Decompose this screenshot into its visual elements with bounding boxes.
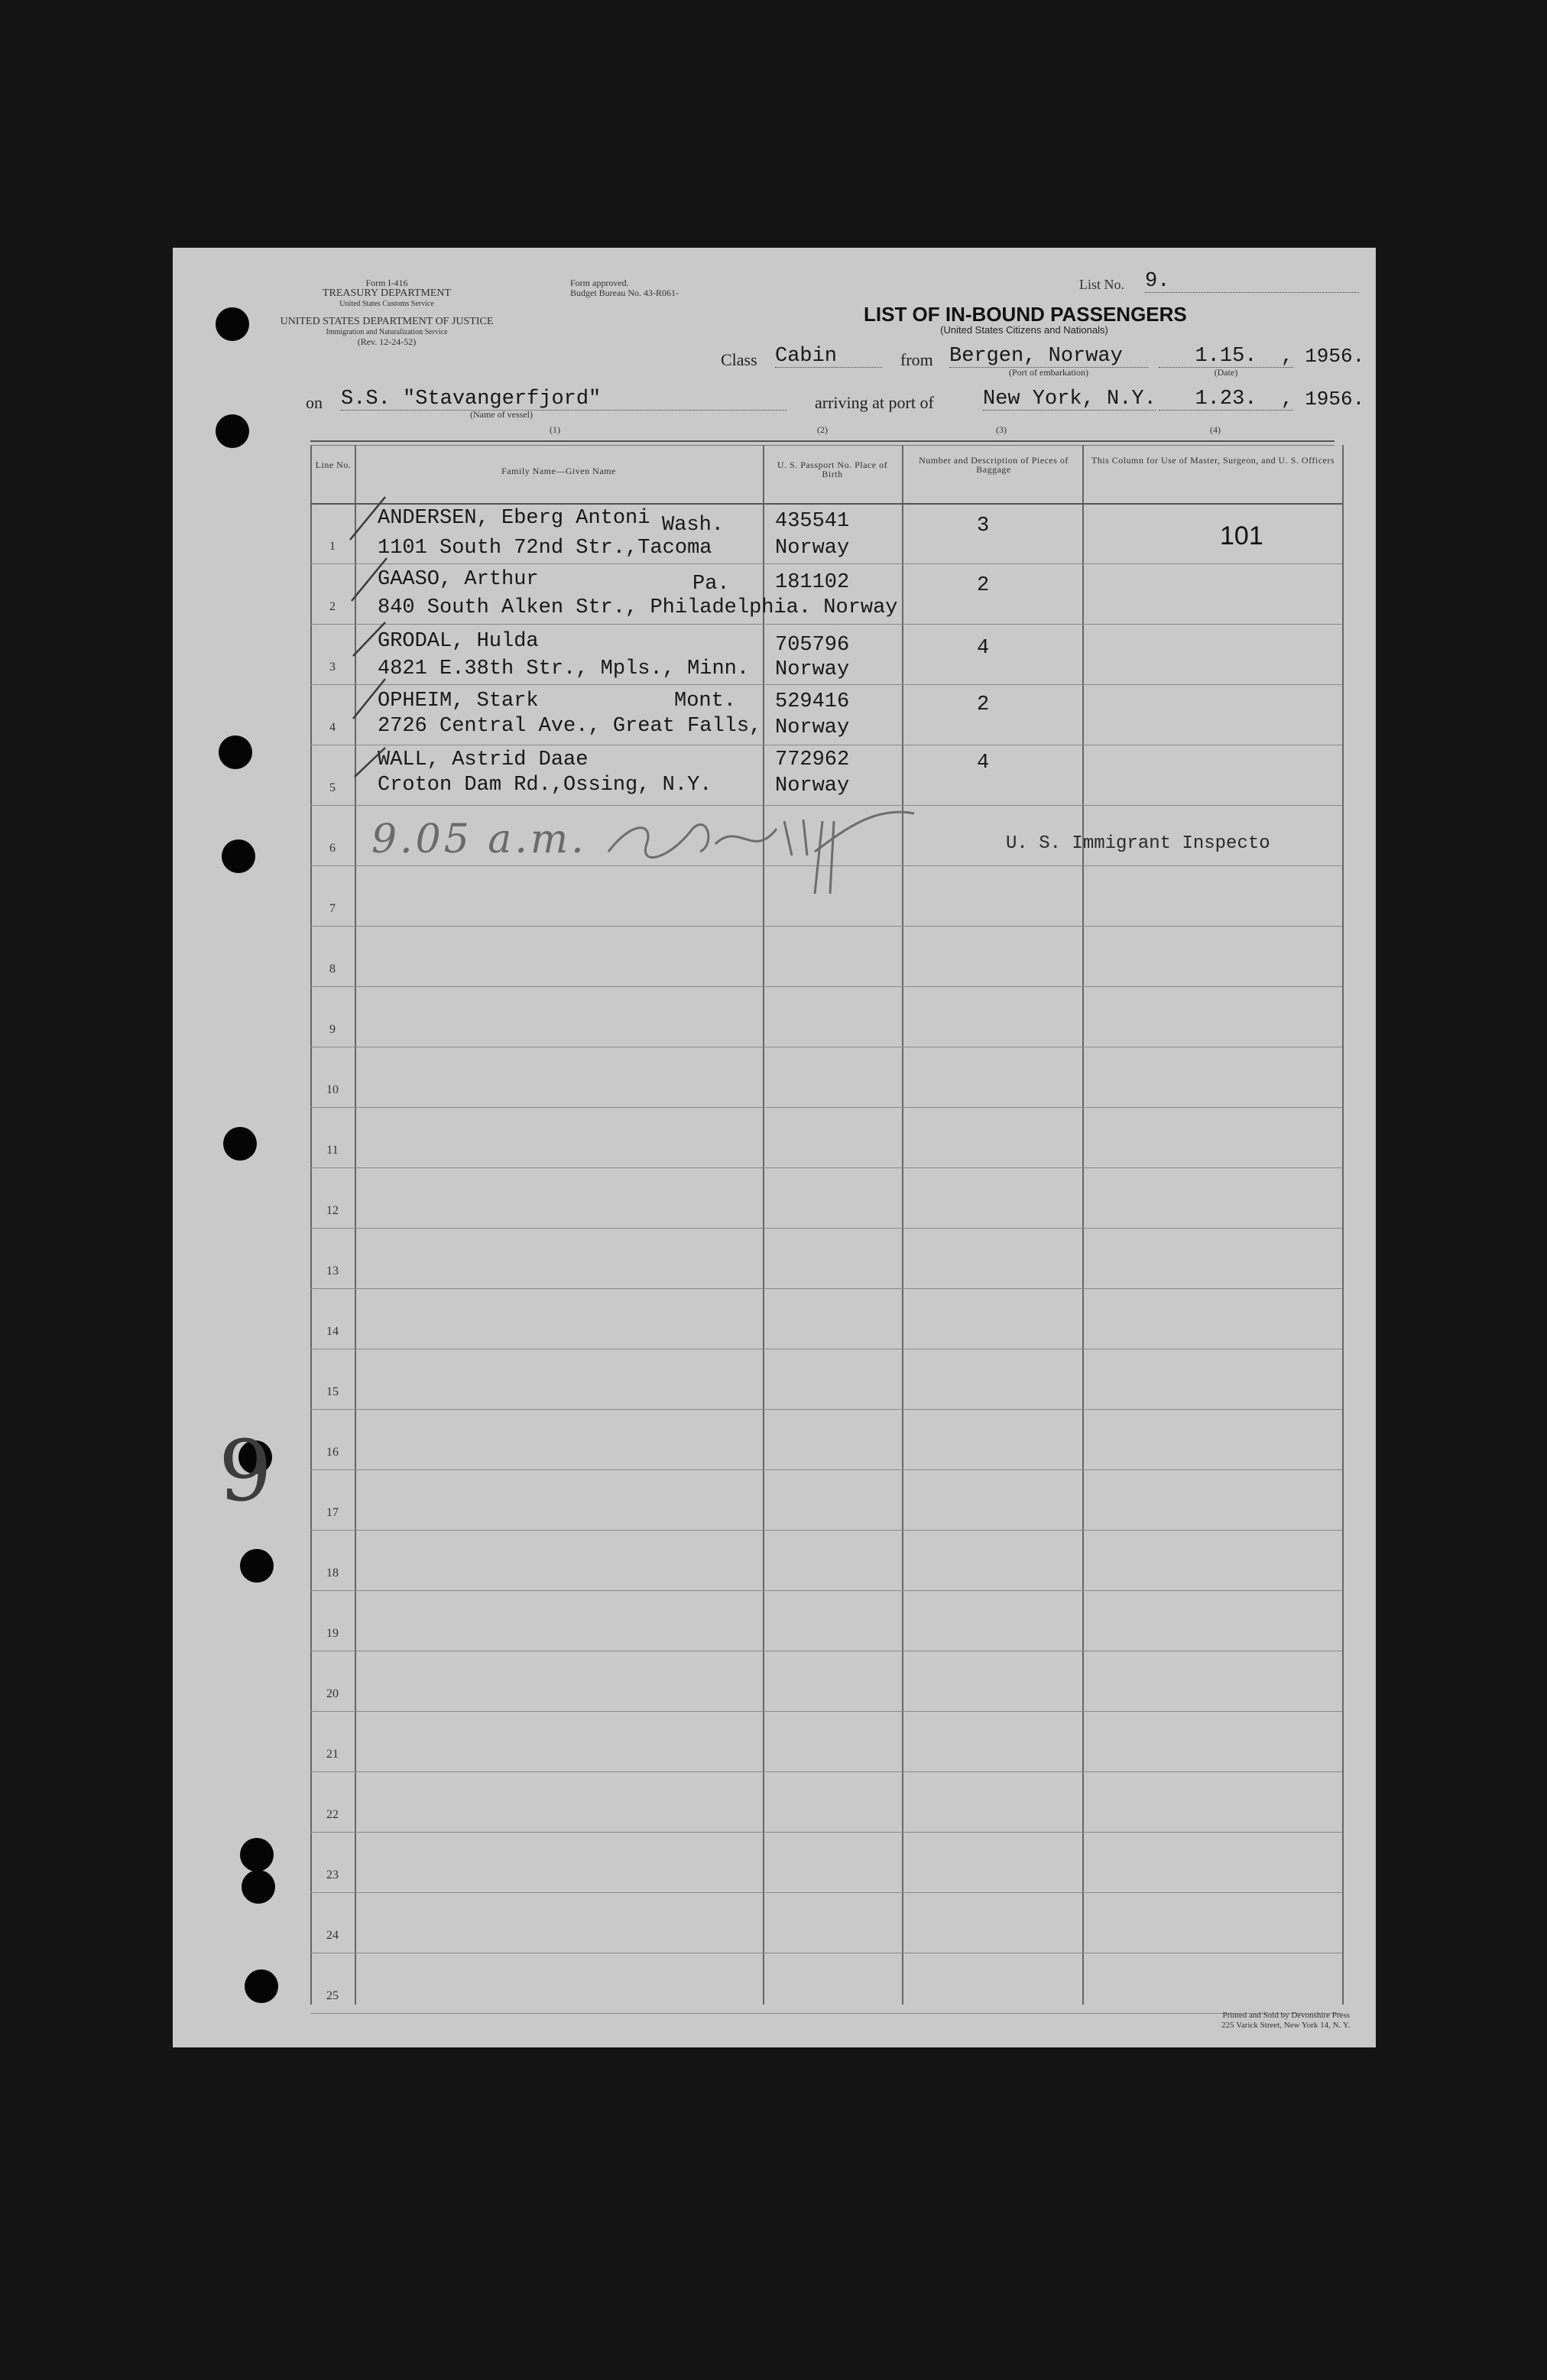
inspector-signature [601, 798, 922, 898]
treasury-department: TREASURY DEPARTMENT [322, 287, 452, 299]
line-number: 19 [326, 1627, 339, 1640]
passenger-address: 4821 E.38th Str., Mpls., Minn. [378, 658, 750, 680]
birth-place: Norway [775, 716, 850, 739]
port-caption: (Port of embarkation) [1009, 367, 1088, 378]
passenger-address: 840 South Alken Str., Philadelphia. Norway [378, 596, 898, 619]
passport-number: 529416 [775, 690, 850, 713]
binder-hole [242, 1870, 275, 1904]
table-top-rule-inner [310, 445, 1335, 446]
name-col-divider [763, 445, 764, 2005]
binder-hole [240, 1838, 274, 1872]
birth-place: Norway [775, 774, 850, 797]
line-number: 8 [329, 963, 336, 976]
binder-hole [216, 414, 249, 448]
passenger-state: Wash. [662, 514, 725, 537]
birth-place: Norway [775, 537, 850, 560]
binder-hole [219, 735, 252, 769]
embarkation-port: Bergen, Norway [949, 346, 1148, 368]
col-num-1: (1) [550, 424, 560, 435]
row-rule [310, 926, 1342, 927]
header-line-no: Line No. [315, 459, 352, 470]
arrival-port: New York, N.Y. [983, 388, 1156, 411]
passenger-name: WALL, Astrid Daae [378, 748, 589, 771]
line-number: 17 [326, 1506, 339, 1519]
officer-note: 101 [1220, 521, 1263, 550]
list-number-label: List No. [1079, 277, 1125, 292]
binder-hole [222, 839, 255, 873]
passport-col-divider [902, 445, 903, 2005]
table-right-border [1342, 445, 1344, 2005]
row-rule [310, 1469, 1342, 1470]
row-rule [310, 1107, 1342, 1108]
passport-number: 435541 [775, 510, 850, 533]
passenger-name: OPHEIM, Stark [378, 690, 539, 713]
table-left-border [310, 445, 312, 2005]
margin-mark: 9 [219, 1422, 272, 1520]
row-rule [310, 1771, 1342, 1772]
row-rule [310, 624, 1342, 625]
line-number: 2 [329, 600, 336, 613]
row-rule [310, 1167, 1342, 1168]
printer-credit-1: Printed and Sold by Devonshire Press [1222, 2011, 1350, 2020]
header-name: Family Name—Given Name [501, 466, 616, 476]
col-num-2: (2) [817, 424, 828, 435]
arrival-year: , 1956. [1281, 388, 1365, 411]
row-rule [310, 1409, 1342, 1410]
table-top-rule [310, 440, 1335, 442]
passenger-address: 1101 South 72nd Str.,Tacoma [378, 537, 712, 560]
line-number: 13 [326, 1265, 339, 1278]
header-passport: U. S. Passport No. Place of Birth [777, 459, 888, 479]
col-num-3: (3) [996, 424, 1007, 435]
line-number: 22 [326, 1808, 339, 1821]
line-number: 25 [326, 1989, 339, 2002]
budget-bureau: Budget Bureau No. 43-R061- [570, 287, 679, 298]
handwritten-time: 9.05 a.m. [371, 817, 587, 862]
embarkation-date: 1.15. [1159, 346, 1293, 368]
check-marks [341, 492, 402, 813]
line-number: 21 [326, 1748, 339, 1761]
baggage-count: 3 [977, 515, 990, 537]
line-number: 18 [326, 1567, 339, 1580]
passport-number: 772962 [775, 748, 850, 771]
col-num-4: (4) [1210, 424, 1221, 435]
row-rule [310, 1590, 1342, 1591]
form-subtitle: (United States Citizens and Nationals) [940, 324, 1108, 336]
class-value: Cabin [775, 346, 882, 368]
vessel-name: S.S. "Stavangerfjord" [341, 388, 787, 411]
passenger-state: Pa. [692, 573, 730, 596]
line-number: 11 [326, 1144, 339, 1157]
passenger-address: 2726 Central Ave., Great Falls, [378, 715, 762, 738]
line-number: 15 [326, 1385, 339, 1398]
revision-date: (Rev. 12-24-52) [357, 336, 417, 347]
passenger-name: GRODAL, Hulda [378, 630, 539, 653]
line-number: 4 [329, 721, 336, 734]
printer-credit-2: 225 Varick Street, New York 14, N. Y. [1221, 2021, 1350, 2030]
row-rule [310, 1530, 1342, 1531]
date-caption: (Date) [1214, 367, 1238, 378]
line-number: 24 [326, 1929, 339, 1942]
row-rule [310, 1288, 1342, 1289]
baggage-count: 4 [977, 637, 990, 660]
line-number: 1 [329, 540, 336, 553]
passenger-list-form [173, 248, 1376, 2047]
line-number: 3 [329, 661, 336, 674]
line-number: 7 [329, 902, 336, 915]
row-rule [310, 1228, 1342, 1229]
row-rule [310, 684, 1342, 685]
arriving-label: arriving at port of [815, 393, 934, 412]
binder-hole [216, 307, 249, 341]
passenger-name: GAASO, Arthur [378, 568, 539, 591]
line-number: 23 [326, 1869, 339, 1882]
row-rule [310, 1832, 1342, 1833]
form-title: LIST OF IN-BOUND PASSENGERS [864, 303, 1187, 326]
ins-service: Immigration and Naturalization Service [326, 328, 448, 336]
form-approved: Form approved. [570, 278, 629, 288]
class-label: Class [721, 350, 757, 369]
header-officers: This Column for Use of Master, Surgeon, and U. S. Officers [1091, 455, 1335, 466]
passenger-address: Croton Dam Rd.,Ossing, N.Y. [378, 774, 712, 797]
list-number: 9. [1145, 271, 1359, 293]
justice-department: UNITED STATES DEPARTMENT OF JUSTICE [280, 316, 494, 327]
line-number: 10 [326, 1083, 339, 1096]
on-label: on [306, 393, 323, 412]
embarkation-year: , 1956. [1281, 345, 1365, 368]
passport-number: 181102 [775, 571, 850, 594]
line-number: 16 [326, 1446, 339, 1459]
baggage-count: 2 [977, 574, 990, 597]
line-number: 9 [329, 1023, 336, 1036]
binder-hole [245, 1969, 278, 2003]
passport-number: 705796 [775, 634, 850, 657]
form-number: Form I-416 [365, 278, 408, 288]
line-number: 6 [329, 842, 336, 855]
baggage-col-divider [1082, 445, 1084, 2005]
line-number: 20 [326, 1687, 339, 1700]
customs-service: United States Customs Service [339, 300, 434, 308]
row-rule [310, 1892, 1342, 1893]
baggage-count: 2 [977, 693, 990, 716]
binder-hole [240, 1549, 274, 1583]
arrival-date: 1.23. [1159, 388, 1293, 411]
row-rule [310, 986, 1342, 987]
vessel-caption: (Name of vessel) [470, 409, 533, 420]
header-baggage: Number and Description of Pieces of Baggage [919, 455, 1069, 475]
row-rule [310, 1711, 1342, 1712]
row-rule [310, 563, 1342, 564]
line-number: 14 [326, 1325, 339, 1338]
header-bottom-rule [310, 503, 1342, 505]
line-number: 12 [326, 1204, 339, 1217]
birth-place: Norway [775, 658, 850, 681]
passenger-name: ANDERSEN, Eberg Antoni [378, 507, 650, 530]
line-number: 5 [329, 781, 336, 794]
inspector-label: U. S. Immigrant Inspecto [1006, 833, 1270, 854]
from-label: from [900, 350, 933, 369]
binder-hole [223, 1127, 257, 1161]
passenger-state: Mont. [674, 690, 737, 713]
baggage-count: 4 [977, 752, 990, 774]
